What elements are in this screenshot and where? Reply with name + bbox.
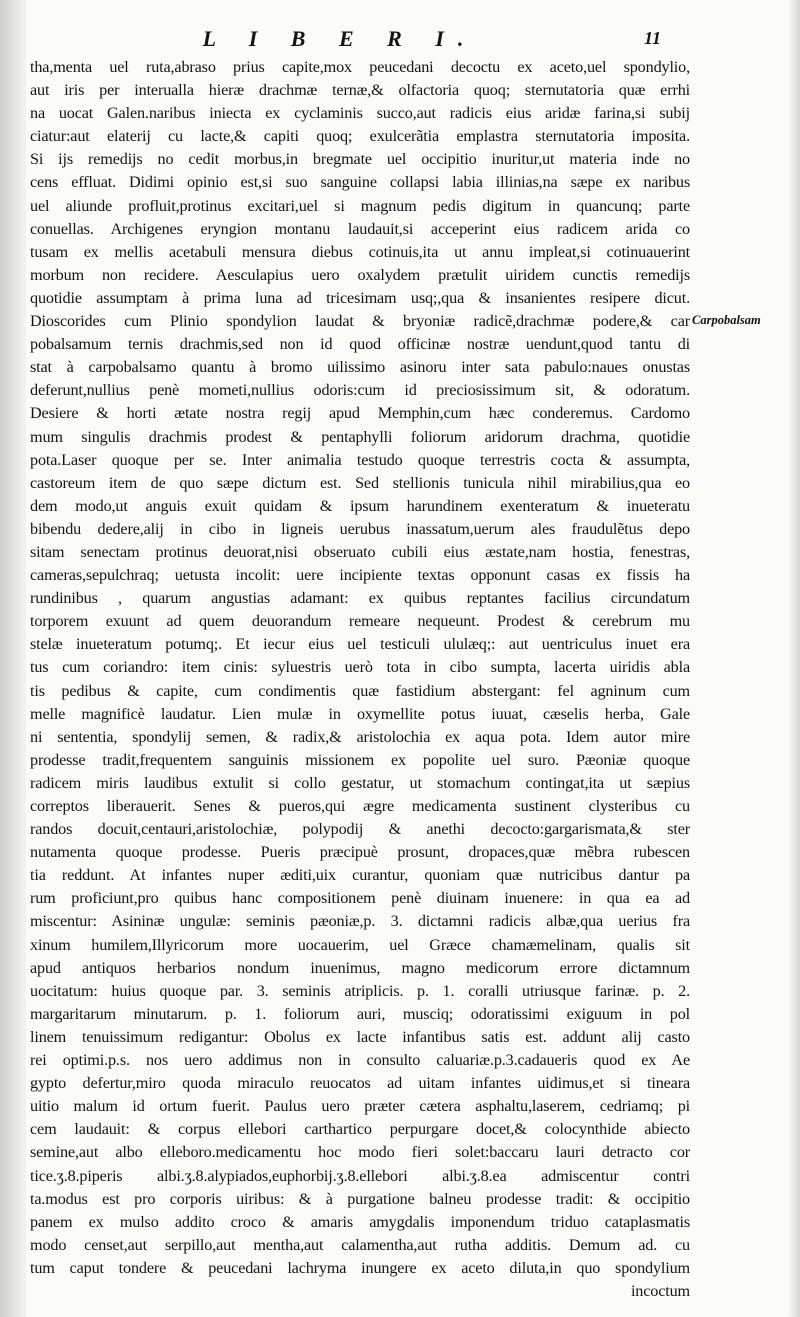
text-line: randos docuit,centauri,aristolochiæ, polypodij & anethi decocto:gargarismata,& ster xyxy=(30,820,690,839)
text-line: linem tenuissimum redigantur: Obolus ex lacte infantibus satis est. addunt alij casto xyxy=(30,1027,690,1046)
page-header xyxy=(0,26,800,54)
text-line: sitam senectam protinus deuorat,nisi obseruato cubili eius æstate,nam hostia, fenestras, xyxy=(30,542,690,561)
text-line: tus cum coriandro: item cinis: syluestris uerò tota in cibo sumpta, lacerta uiridis abla xyxy=(30,658,690,677)
text-line: prodesse tradit,frequentem sanguinis missionem ex popolite uel suro. Pæoniæ quoque xyxy=(30,750,690,769)
text-line: Si ijs remedijs no cedit morbus,in bregmate uel occipitio inuritur,ut materia inde no xyxy=(30,150,690,169)
text-line: deferunt,nullius penè mometi,nullius odoris:cum id preciosissimum sit, & odoratum. xyxy=(30,381,690,400)
text-line: mum singulis drachmis prodest & pentaphylli foliorum aridorum drachma, quotidie xyxy=(30,427,690,446)
text-line: uel aliunde profluit,protinus excitari,uel si magnum pedis digitum in quancunq; parte xyxy=(30,196,690,215)
text-line: modo censet,aut serpillo,aut mentha,aut calamentha,aut rutha additis. Demum ad. cu xyxy=(30,1235,690,1254)
running-head: L I B E R I. xyxy=(202,26,478,51)
text-line: Dioscorides cum Plinio spondylion laudat & bryoniæ radicẽ,drachmæ podere,& car xyxy=(30,312,690,331)
text-line: bibendu dedere,alij in cibo in ligneis uerubus inassatum,uerum ales fraudulẽtus depo xyxy=(30,519,690,538)
text-line: ni sententia, spondylij semen, & radix,& aristolochia ex aqua pota. Idem autor mire xyxy=(30,727,690,746)
text-line: conuellas. Archigenes eryngion montanu laudauit,si acceperint eius radicem arida co xyxy=(30,219,690,238)
text-line: tum caput tondere & peucedani lachryma inungere ex aceto diluta,in quo spondylium xyxy=(30,1258,690,1277)
text-line: dem modo,ut anguis exuit quidam & ipsum harundinem exenteratum & inueteratu xyxy=(30,496,690,515)
margin-note: Carpobalsam xyxy=(692,313,761,327)
text-line: ciatur:aut elaterij cu lacte,& capiti quoq; exulcerãtia emplastra sternutatoria imposita. xyxy=(30,127,690,146)
text-line: tusam ex mellis acetabuli mensura diebus cotinuis,ita ut annu impleat,si cotinuauerint xyxy=(30,242,690,261)
text-line: incoctum xyxy=(630,1281,690,1300)
text-line: cens effluat. Didimi opinio est,si suo sanguine collapsi labia illinias,na sæpe ex naribus xyxy=(30,173,690,192)
text-line: cameras,sepulchraq; uetusta incolit: uere incipiente textas opponunt casas ex fissis ha xyxy=(30,566,690,585)
text-line: tice.ʒ.8.piperis albi.ʒ.8.alypiados,euphorbij.ʒ.8.ellebori albi.ʒ.8.ea admiscentur contri xyxy=(30,1166,690,1185)
text-line: castoreum item de quo sæpe dictum est. Sed stellionis tunicula nihil mirabilius,qua eo xyxy=(30,473,690,492)
page-edge-shadow xyxy=(788,0,800,1317)
text-line: panem ex mulso addito croco & amaris amygdalis imponendum triduo cataplasmatis xyxy=(30,1212,690,1231)
text-line: melle magnificè laudatur. Lien mulæ in oxymellite potus iuuat, cæselis herba, Gale xyxy=(30,704,690,723)
text-line: rundinibus , quarum angustias adamant: ex quibus reptantes facilius circundatum xyxy=(30,589,690,608)
text-line: uocitatum: huius quoque par. 3. seminis atriplicis. p. 1. coralli utriusque farinæ. p. 2. xyxy=(30,981,690,1000)
text-line: rei optimi.p.s. nos uero addimus non in consulto caluariæ.p.3.cadaueris quod ex Ae xyxy=(30,1051,690,1070)
text-line: aut iris per interualla hieræ drachmæ ternæ,& olfactoria quoq; sternutatoria quæ errhi xyxy=(30,81,690,100)
text-line: ta.modus est pro corporis uiribus: & à purgatione balneu prodesse tradit: & occipitio xyxy=(30,1189,690,1208)
text-line: morbum non recidere. Aesculapius uero oxalydem prætulit uiridem cunctis remedijs xyxy=(30,265,690,284)
text-line: semine,aut albo elleboro.medicamentu hoc modo fieri solet:baccaru lauri detracto cor xyxy=(30,1143,690,1162)
text-line: miscentur: Asininæ ungulæ: seminis pæoniæ,p. 3. dictamni radicis albæ,qua uerius fra xyxy=(30,912,690,931)
text-line: stat à carpobalsamo quantu à bromo uilissimo asinoru inter sata pabulo:naues onustas xyxy=(30,358,690,377)
text-line: apud antiquos herbarios nondum inuenimus, magno medicorum errore dictamnum xyxy=(30,958,690,977)
body-text xyxy=(30,56,690,1303)
text-line: tis pedibus & capite, cum condimentis quæ fastidium abstergant: fel agninum cum xyxy=(30,681,690,700)
text-line: uitio malum id ortum fuerit. Paulus uero præter cætera asphaltu,laserem, cedriamq; pi xyxy=(30,1097,690,1116)
text-line: na uocat Galen.naribus iniecta ex cyclaminis succo,aut radicis eius aridæ farina,si subij xyxy=(30,104,690,123)
text-line: stelæ inueteratum potumq;. Et iecur eius uel testiculi ululæq;: aut uentriculus inuet era xyxy=(30,635,690,654)
text-line: tia reddunt. At infantes nuper æditi,uix curantur, quoniam quæ nutricibus dantur pa xyxy=(30,866,690,885)
text-line: correptos liberauerit. Senes & pueros,qui ægre medicamenta sustinent clysteribus cu xyxy=(30,797,690,815)
text-line: rum proficiunt,pro quibus hanc compositionem penè diuinam inuenere: in qua ea ad xyxy=(30,889,690,908)
text-line: tha,menta uel ruta,abraso prius capite,mox peucedani decoctu ex aceto,uel spondylio, xyxy=(30,58,690,76)
text-line: xinum humilem,Illyricorum more uocauerim, uel Græce chamæmelinam, qualis sit xyxy=(30,935,690,954)
text-line: pobalsamum ternis drachmis,sed non id quod officinæ nostræ uendunt,quod tantu di xyxy=(30,335,690,354)
text-line: gypto defertur,miro quoda miraculo reuocatos ad uitam infantes uidimus,et si tineara xyxy=(30,1074,690,1093)
text-line: torporem exuunt ad quem deuorandum remeare nequeunt. Prodest & cerebrum mu xyxy=(30,612,690,631)
text-line: pota.Laser quoque per se. Inter animalia testudo quoque terrestris cocta & assumpta, xyxy=(30,450,690,469)
page-gutter-shadow xyxy=(0,0,26,1317)
text-line: nutamenta quoque prodesse. Pueris præcipuè prosunt, dropaces,quæ mẽbra rubescen xyxy=(30,843,690,862)
text-line: Desiere & horti ætate nostra regij apud Memphin,cum hæc conderemus. Cardomo xyxy=(30,404,690,423)
text-line: radicem miris laudibus extulit si collo gestatur, ut stomachum contingat,ita ut sæpius xyxy=(30,773,690,792)
text-line: quotidie assumptam à prima luna ad tricesimam usq;,qua & insanientes resipere dicut. xyxy=(30,288,690,307)
text-line: margaritarum minutarum. p. 1. foliorum auri, musciq; odoratissimi exiguum in pol xyxy=(30,1004,690,1023)
text-line: cem laudauit: & corpus ellebori carthartico perpurgare docet,& colocynthide abiecto xyxy=(30,1120,690,1139)
folio-number: 11 xyxy=(644,28,662,48)
